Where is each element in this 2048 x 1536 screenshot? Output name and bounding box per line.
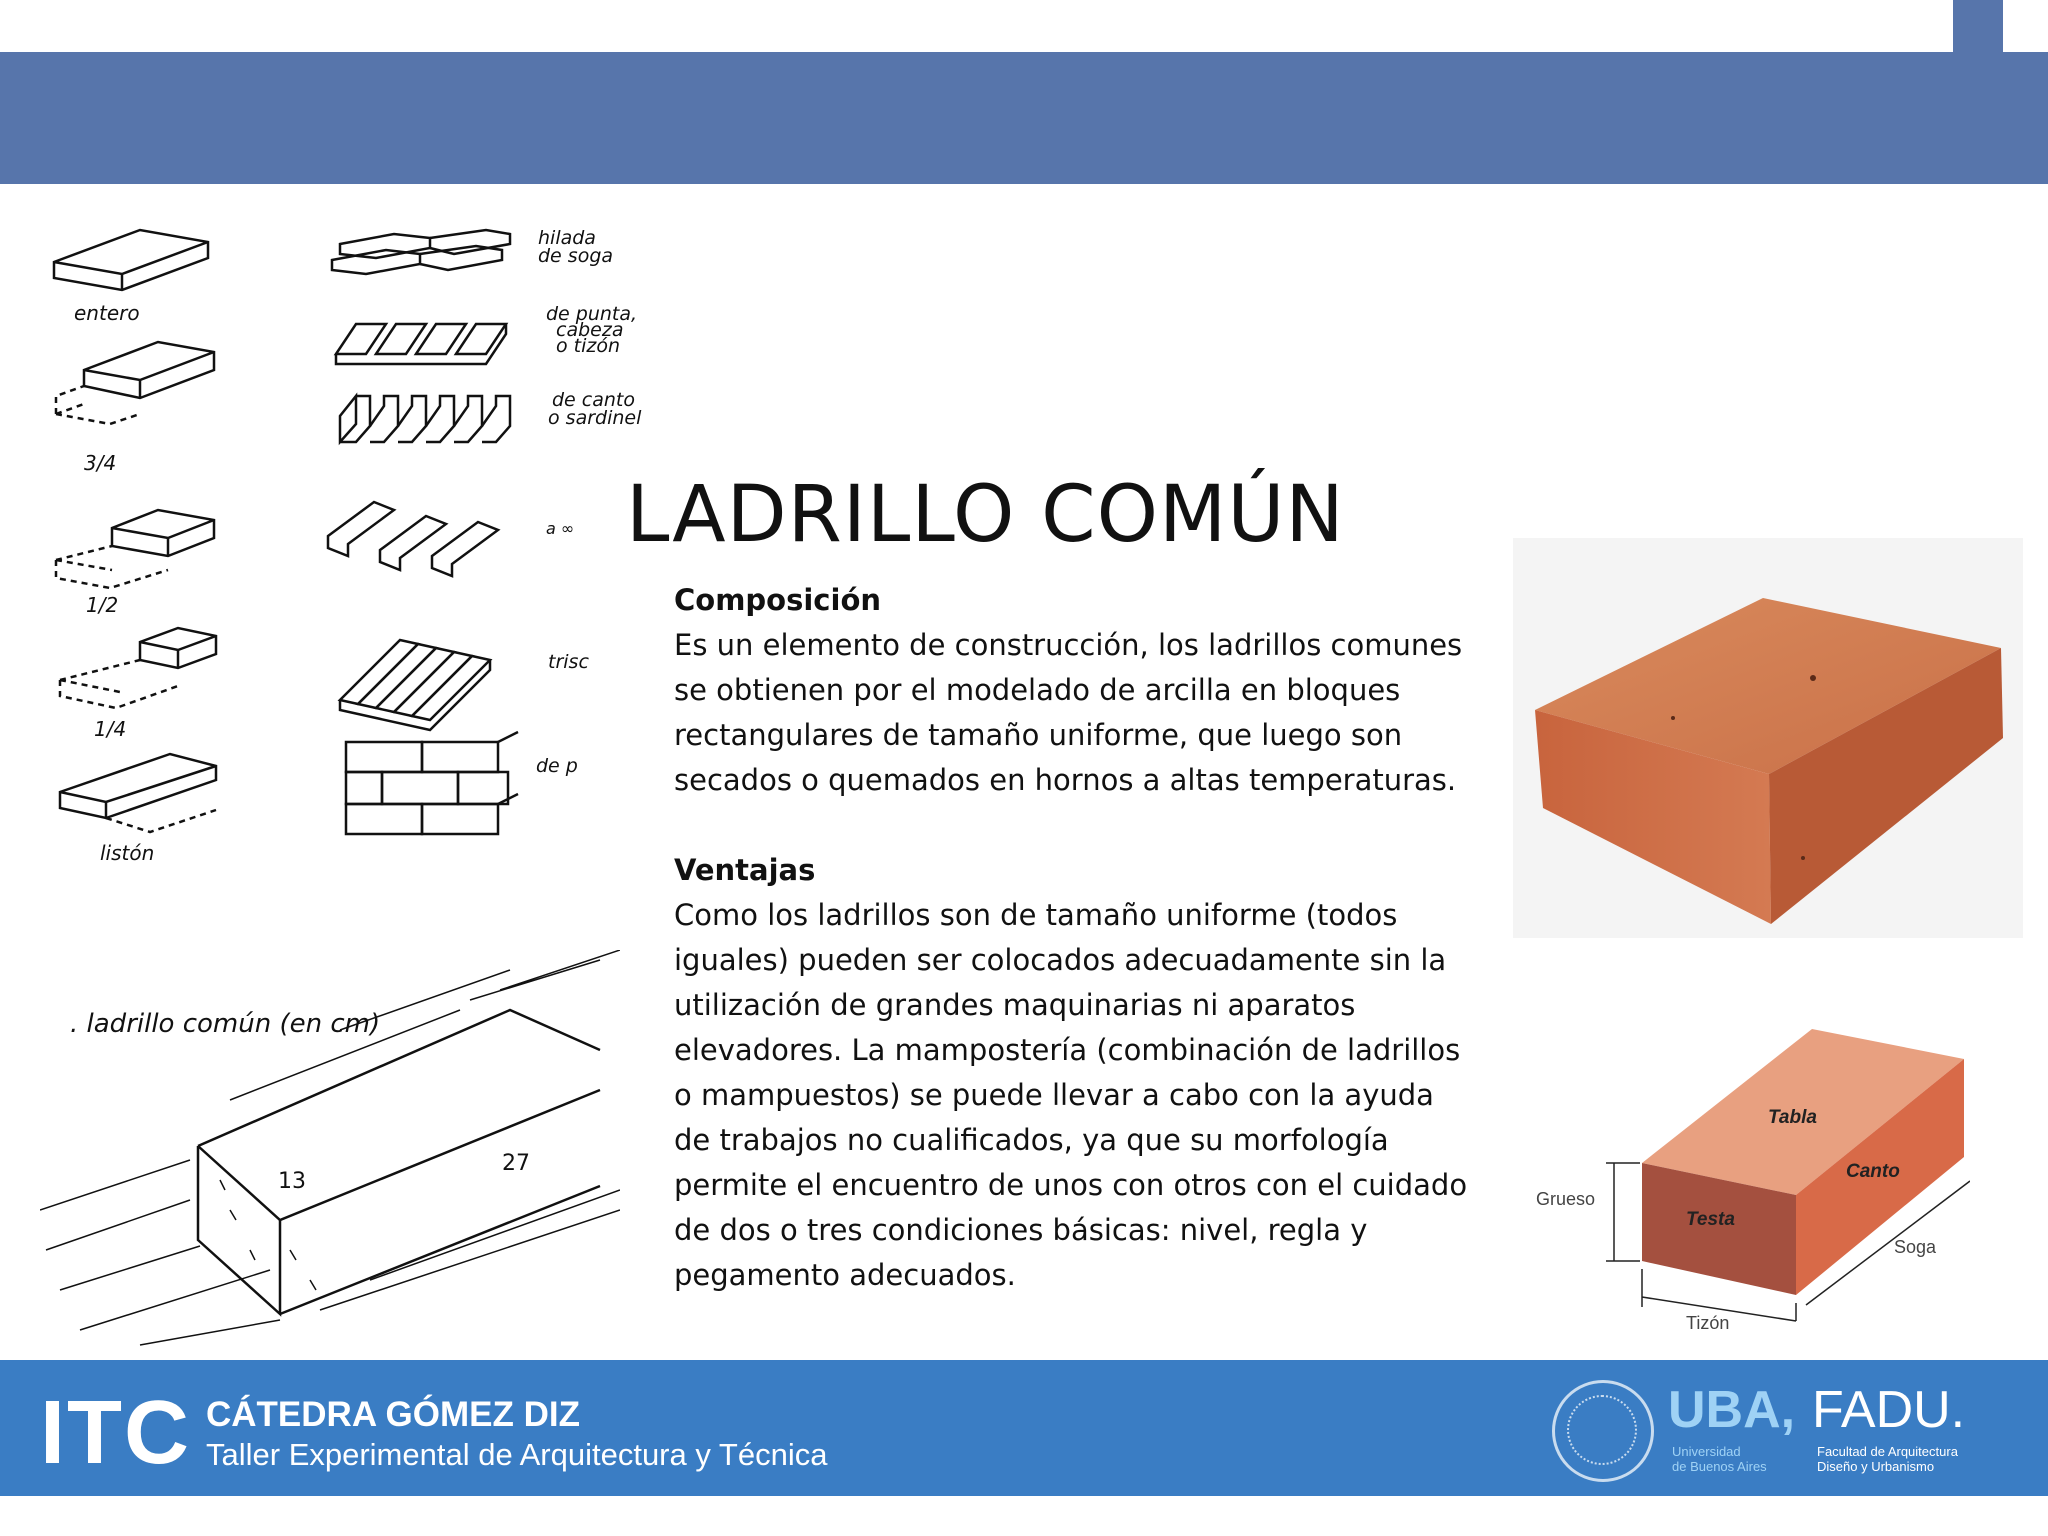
dimension-13: 13 — [278, 1169, 306, 1194]
label-canto-1: de canto — [552, 389, 635, 411]
paragraph-spacer — [674, 803, 1474, 848]
label-punta-3: o tizón — [556, 335, 621, 357]
brick-photo — [1513, 538, 2023, 938]
label-trisc: trisc — [548, 651, 589, 673]
fadu-subtitle — [1817, 1444, 1958, 1474]
course-canto-drawing — [340, 396, 510, 442]
fadu-subtitle-line-2: Diseño y Urbanismo — [1817, 1459, 1935, 1474]
header-bar — [0, 52, 2048, 184]
label-testa: Testa — [1686, 1209, 1735, 1230]
taller-name: Taller Experimental de Arquitectura y Técnica — [206, 1437, 828, 1472]
label-liston: listón — [100, 841, 155, 865]
label-hilada-2: de soga — [538, 245, 614, 267]
slide-body — [674, 578, 1474, 1298]
slide-title: LADRILLO COMÚN — [626, 470, 1345, 560]
footer-margin — [0, 1496, 2048, 1536]
label-hilada-1: hilada — [538, 227, 596, 249]
label-canto-2: o sardinel — [548, 407, 642, 429]
course-trisc-drawing — [340, 640, 490, 730]
wall-bond-drawing — [346, 732, 518, 834]
label-a-ooo: a ∞ — [546, 519, 575, 538]
composition-text: Es un elemento de construcción, los ladrillos comunes se obtienen por el modelado de arcilla en bloques rectangulares de tamaño uniforme, que luego son secados o quemados en hornos a altas temperaturas. — [674, 628, 1463, 797]
label-soga: Soga — [1894, 1237, 1937, 1257]
course-soga-drawing — [332, 230, 510, 274]
university-seal-icon — [1552, 1380, 1654, 1482]
advantages-text: Como los ladrillos son de tamaño uniforme (todos iguales) pueden ser colocados adecuadamente sin la utilización de grandes maquinarias ni aparatos elevadores. La mampostería (combinación de ladrillos o mampuestos) se puede llevar a cabo con la ayuda de trabajos no cualificados, ya que su morfología permite el encuentro de unos con otros con el cuidado de dos o tres condiciones básicas: nivel, regla y pegamento adecuados. — [674, 898, 1468, 1292]
label-entero: entero — [74, 301, 140, 325]
brick-half-drawing — [56, 510, 214, 588]
label-punta-1: de punta, — [546, 303, 638, 325]
brick-faces-diagram — [1520, 1015, 1970, 1345]
composition-heading: Composición — [674, 583, 882, 617]
brick-entero-drawing — [54, 230, 208, 290]
brick-liston-drawing — [60, 754, 216, 832]
label-grueso: Grueso — [1536, 1189, 1596, 1209]
label-canto: Canto — [1846, 1161, 1900, 1182]
label-half: 1/2 — [86, 593, 119, 617]
dimension-27: 27 — [502, 1151, 530, 1176]
uba-subtitle-line-2: de Buenos Aires — [1672, 1459, 1767, 1474]
header-corner-block — [1953, 0, 2003, 52]
label-three-quarter: 3/4 — [84, 451, 117, 475]
advantages-heading: Ventajas — [674, 853, 816, 887]
label-quarter: 1/4 — [94, 717, 127, 741]
fadu-subtitle-line-1: Facultad de Arquitectura — [1817, 1444, 1958, 1459]
course-diagonal-drawing — [328, 502, 498, 576]
brick-cuts-sketch — [40, 220, 680, 900]
label-punta-2: cabeza — [556, 319, 624, 341]
brick-three-quarter-drawing — [56, 342, 214, 424]
course-punta-drawing — [336, 324, 506, 364]
itc-logo: ITC — [40, 1383, 191, 1483]
uba-logo: UBA, — [1668, 1381, 1796, 1439]
label-tabla: Tabla — [1768, 1107, 1817, 1128]
label-tizon: Tizón — [1686, 1313, 1730, 1333]
big-sketch-label: . ladrillo común (en cm) — [70, 1009, 381, 1039]
catedra-name: CÁTEDRA GÓMEZ DIZ — [206, 1395, 580, 1434]
label-de-p: de p — [536, 755, 578, 777]
fadu-logo: FADU. — [1812, 1381, 1966, 1439]
brick-quarter-drawing — [60, 628, 216, 708]
uba-subtitle — [1672, 1444, 1767, 1474]
brick-dimensions-sketch — [40, 950, 620, 1350]
uba-subtitle-line-1: Universidad — [1672, 1444, 1741, 1459]
